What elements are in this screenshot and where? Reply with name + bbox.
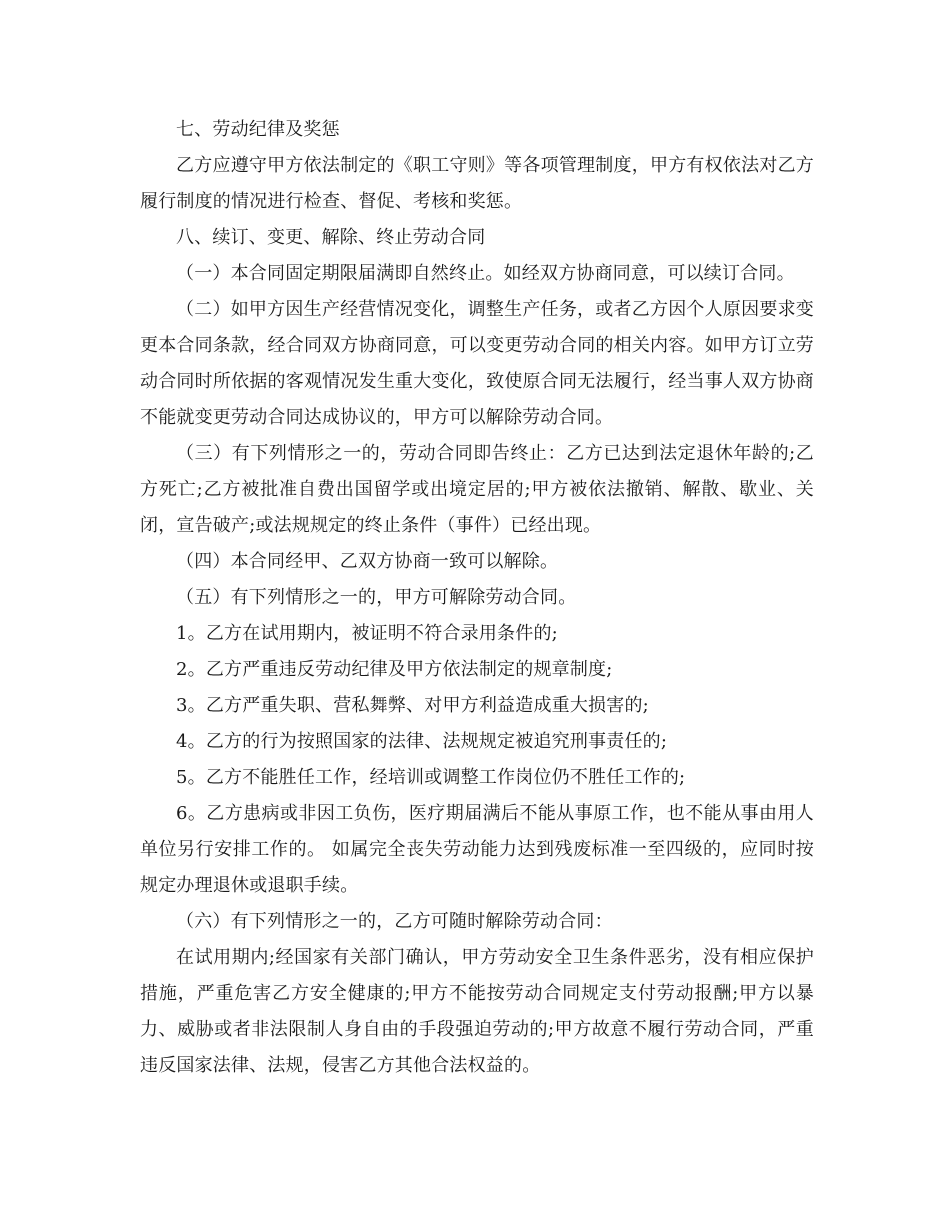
paragraph-employer-dissolution: （五）有下列情形之一的，甲方可解除劳动合同。	[176, 587, 577, 608]
section-heading-7: 七、劳动纪律及奖惩	[176, 119, 340, 140]
paragraph-employee-dissolution-detail: 在试用期内;经国家有关部门确认，甲方劳动安全卫生条件恶劣，没有相应保护措施，严重危害乙方安全健康的;甲方不能按劳动合同规定支付劳动报酬;甲方以暴力、威胁或者非法限制人身自由的手段强迫劳动的;甲方故意不履行劳动合同，严重违反国家法律、法规，侵害乙方其他合法权益的。	[140, 947, 814, 1076]
paragraph-mutual-dissolution: （四）本合同经甲、乙双方协商一致可以解除。	[176, 551, 559, 572]
list-item: 6。乙方患病或非因工负伤，医疗期届满后不能从事原工作，也不能从事由用人单位另行安排工作的。 如属完全丧失劳动能力达到残废标准一至四级的，应同时按规定办理退休或退职手续。	[140, 803, 814, 896]
paragraph-renewal: （一）本合同固定期限届满即自然终止。如经双方协商同意，可以续订合同。	[176, 263, 795, 284]
list-item: 3。乙方严重失职、营私舞弊、对甲方利益造成重大损害的;	[176, 695, 649, 716]
list-item: 1。乙方在试用期内，被证明不符合录用条件的;	[176, 623, 558, 644]
paragraph-discipline: 乙方应遵守甲方依法制定的《职工守则》等各项管理制度，甲方有权依法对乙方履行制度的情况进行检查、督促、考核和奖惩。	[140, 155, 814, 212]
list-item: 2。乙方严重违反劳动纪律及甲方依法制定的规章制度;	[176, 659, 613, 680]
document-body	[140, 112, 814, 1084]
list-item: 4。乙方的行为按照国家的法律、法规规定被追究刑事责任的;	[176, 731, 668, 752]
paragraph-change: （二）如甲方因生产经营情况变化，调整生产任务，或者乙方因个人原因要求变更本合同条款，经合同双方协商同意，可以变更劳动合同的相关内容。如甲方订立劳动合同时所依据的客观情况发生重大变化，致使原合同无法履行，经当事人双方协商不能就变更劳动合同达成协议的，甲方可以解除劳动合同。	[140, 299, 814, 428]
paragraph-employee-dissolution: （六）有下列情形之一的，乙方可随时解除劳动合同：	[176, 911, 613, 932]
list-item: 5。乙方不能胜任工作，经培训或调整工作岗位仍不胜任工作的;	[176, 767, 686, 788]
paragraph-termination: （三）有下列情形之一的，劳动合同即告终止：乙方已达到法定退休年龄的;乙方死亡;乙方被批准自费出国留学或出境定居的;甲方被依法撤销、解散、歇业、关闭，宣告破产;或法规规定的终止条件（事件）已经出现。	[140, 443, 814, 536]
section-heading-8: 八、续订、变更、解除、终止劳动合同	[176, 227, 486, 248]
